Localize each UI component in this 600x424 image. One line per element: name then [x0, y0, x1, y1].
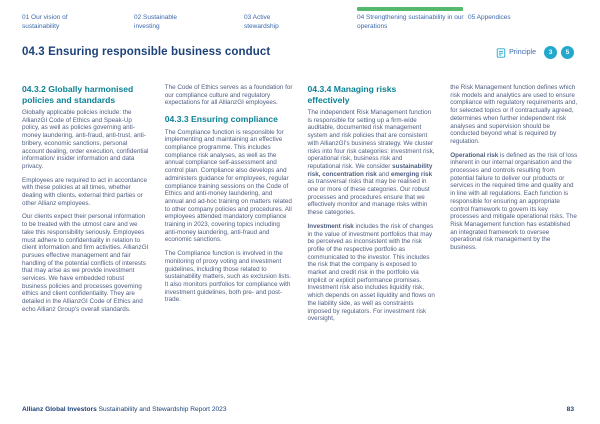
principle-number-badge[interactable]: 3 [544, 46, 557, 59]
body-paragraph: Globally applicable policies include: the AllianzGI Code of Ethics and Speak-Up policy, as well as policies governing anti-money laundering, anti-fraud, anti-trust, anti-bribery, economic sanctions, personal account dealing, order execution, confidential information/ insider information and data privacy. [22, 109, 149, 170]
principle-badges [540, 46, 574, 59]
nav-tab-label: 03 Active stewardship [244, 14, 279, 30]
page-footer [22, 406, 574, 413]
nav-tab-label: 02 Sustainable investing [134, 14, 178, 30]
footer-report-name: Sustainability and Stewardship Report 2023 [98, 406, 227, 413]
principle-label: Principle [509, 49, 536, 56]
body-paragraph: The independent Risk Management function is responsible for setting up a firm-wide auditable, documented risk management system and risk policies that are consistent with AllianzGI's business strategy. We cluster risks into four risk categories: investment risk, operational risk, business risk and reputational risk. We consider sustainability risk, concentration risk and emerging risk as transversal risks that may be realised in one or more of these categories. Our robust processes and procedures ensure that we effectively monitor and manage risks within these categories. [307, 109, 435, 217]
body-paragraph: Our clients expect their personal information to be treated with the utmost care and we take this responsibility seriously. Employees must adhere to confidentiality in relation to client information and firm activities. AllianzGI pursues effective management and fair handling of the potential conflicts of interests that may arise as we provide investment services. We have embedded robust business policies and processes governing ethics and client confidentiality. They are detailed in the AllianzGI Code of Ethics and echo Allianz Group's overall standards. [22, 213, 149, 313]
body-paragraph: The Compliance function is responsible for implementing and maintaining an effective compliance programme. This includes compliance risk analyses, as well as the annual compliance self-assessment and control plan. Compliance also develops and administers guidance for employees, regular compliance training sessions on the Code of Ethics and anti-money laundering, and annual and ad-hoc training on matters related to other company policies and procedures. All employees attended mandatory compliance training in 2023, covering topics including anti-money laundering, anti-fraud and economic sanctions. [164, 128, 292, 244]
principle-number-badge[interactable]: 5 [561, 46, 574, 59]
nav-tab[interactable] [22, 14, 80, 31]
principle-report-icon [496, 48, 506, 58]
body-paragraph: The Compliance function is involved in the monitoring of proxy voting and investment guidelines, including those related to sustainability matters, such as exclusion lists. It also monitors portfolios for compliance with investment guidelines, both pre- and post-trade. [164, 250, 292, 304]
nav-tab[interactable] [134, 14, 190, 31]
body-paragraph: Employees are required to act in accordance with these policies at all times, whether dealing with clients, external third parties or other Allianz employees. [22, 176, 147, 207]
nav-tab-label: 01 Our vision of sustainability [22, 14, 68, 30]
body-paragraph: Investment risk includes the risk of changes in the value of investment portfolios that may be perceived as inconsistent with the risk profile of the respective portfolio as communicated to the investor. This includes the risk that the company is exposed to market and credit risk in the portfolio via implicit or explicit performance promises. Investment risk also includes liquidity risk, which depends on asset liquidity and flows on the liability side, as well as constraints imposed by regulators. For investment risk oversight, [307, 222, 435, 323]
body-paragraph: Operational risk is defined as the risk of loss inherent in our internal organisation and the processes and controls resulting from potential failure to deliver our products or services in the required time and quality and in line with all regulations. Each function is responsible for ensuring an appropriate control framework to govern its key processes and mitigate operational risks. The Risk Management function has established an integrated framework to oversee operational risk management by the business. [450, 151, 578, 252]
body-columns [22, 84, 578, 329]
text-column [450, 84, 578, 329]
footer-brand: Allianz Global Investors [22, 406, 97, 413]
body-paragraph: the Risk Management function defines which risk models and analytics are used to ensure compliance with regulatory requirements and, for selected topics or if contractually agreed, determines when further independent risk analyses and supervision should be conducted beyond what is required by regulation. [450, 84, 578, 145]
text-column [308, 84, 436, 329]
nav-tab-label: 04 Strengthening sustainability in our operations [357, 14, 464, 30]
nav-tab[interactable] [357, 14, 467, 31]
text-column [22, 84, 150, 329]
page-title: 04.3 Ensuring responsible business conduct [22, 46, 271, 58]
page-number: 83 [566, 406, 574, 413]
section-heading: 04.3.3 Ensuring compliance [164, 114, 278, 125]
nav-tab-label: 05 Appendices [468, 14, 511, 21]
section-heading: 04.3.4 Managing risks effectively [307, 84, 397, 105]
nav-tab[interactable] [468, 14, 548, 23]
active-tab-indicator [357, 7, 463, 11]
principle-badge-group [496, 46, 574, 59]
footer-report-title [22, 406, 227, 413]
nav-tab[interactable] [244, 14, 296, 31]
section-heading: 04.3.2 Globally harmonised policies and standards [22, 84, 134, 105]
text-column [165, 84, 293, 329]
body-paragraph: The Code of Ethics serves as a foundation for our compliance culture and regulatory expectations for all AllianzGI employees. [164, 84, 293, 107]
